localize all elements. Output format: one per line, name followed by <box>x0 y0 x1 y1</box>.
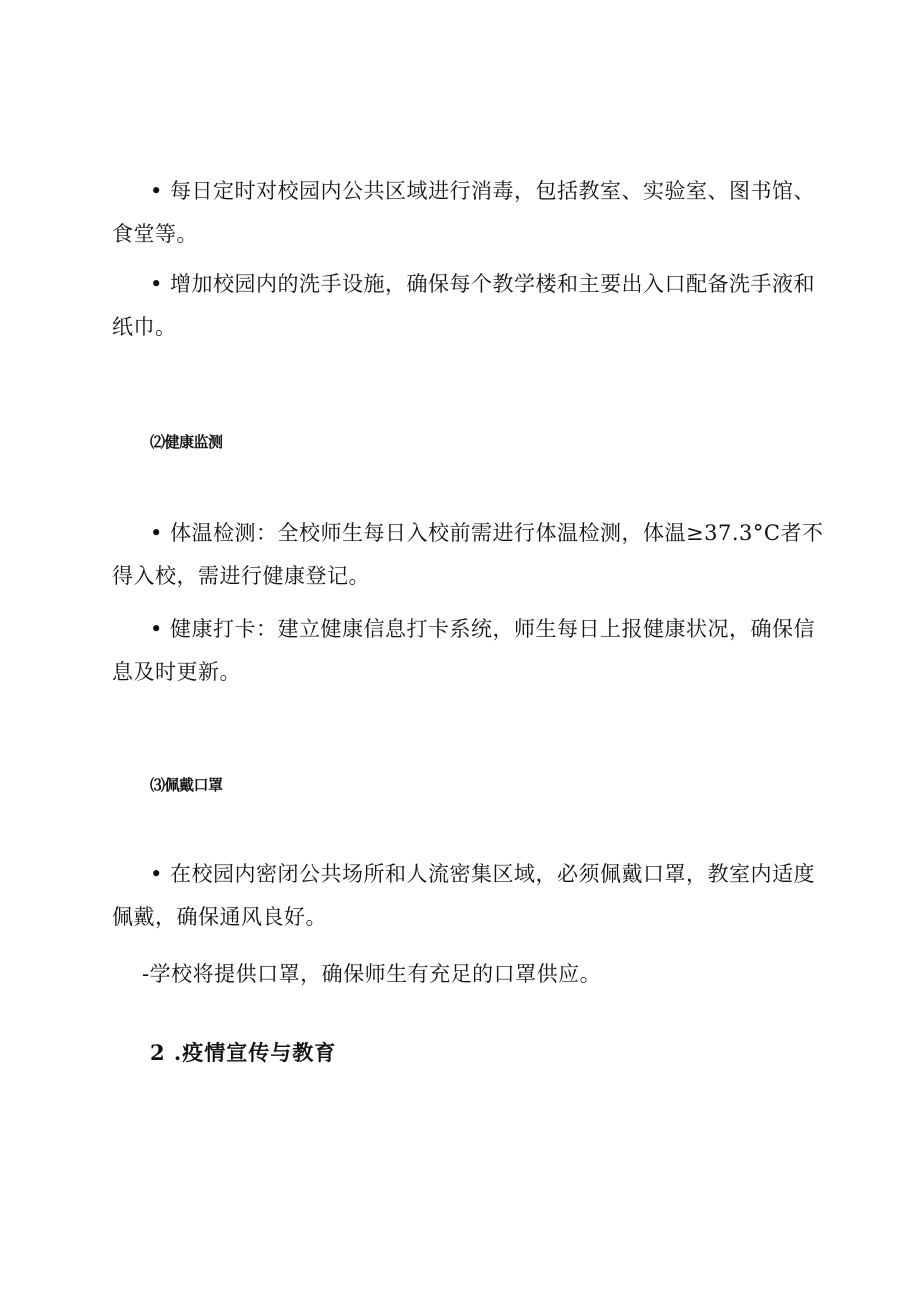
section-title-publicity-education: 2 .疫情宣传与教育 <box>150 1040 337 1065</box>
paragraph-mask-supply: -学校将提供口罩，确保师生有充足的口罩供应。 <box>142 962 602 986</box>
paragraph-disinfection-schedule: • 每日定时对校园内公共区域进行消毒，包括教室、实验室、图书馆、食堂等。 <box>112 179 816 246</box>
paragraph-handwashing-facilities: • 增加校园内的洗手设施，确保每个教学楼和主要出入口配备洗手液和纸巾。 <box>112 272 816 339</box>
paragraph-mask-requirement: • 在校园内密闭公共场所和人流密集区域，必须佩戴口罩，教室内适度佩戴，确保通风良好。 <box>112 862 816 929</box>
heading-wearing-masks: ⑶佩戴口罩 <box>150 776 223 794</box>
paragraph-health-checkin: • 健康打卡：建立健康信息打卡系统，师生每日上报健康状况，确保信息及时更新。 <box>112 617 816 684</box>
paragraph-temperature-check: • 体温检测：全校师生每日入校前需进行体温检测，体温≥37.3°C者不得入校，需进行健康登记。 <box>112 521 824 588</box>
heading-health-monitoring: ⑵健康监测 <box>150 433 223 451</box>
